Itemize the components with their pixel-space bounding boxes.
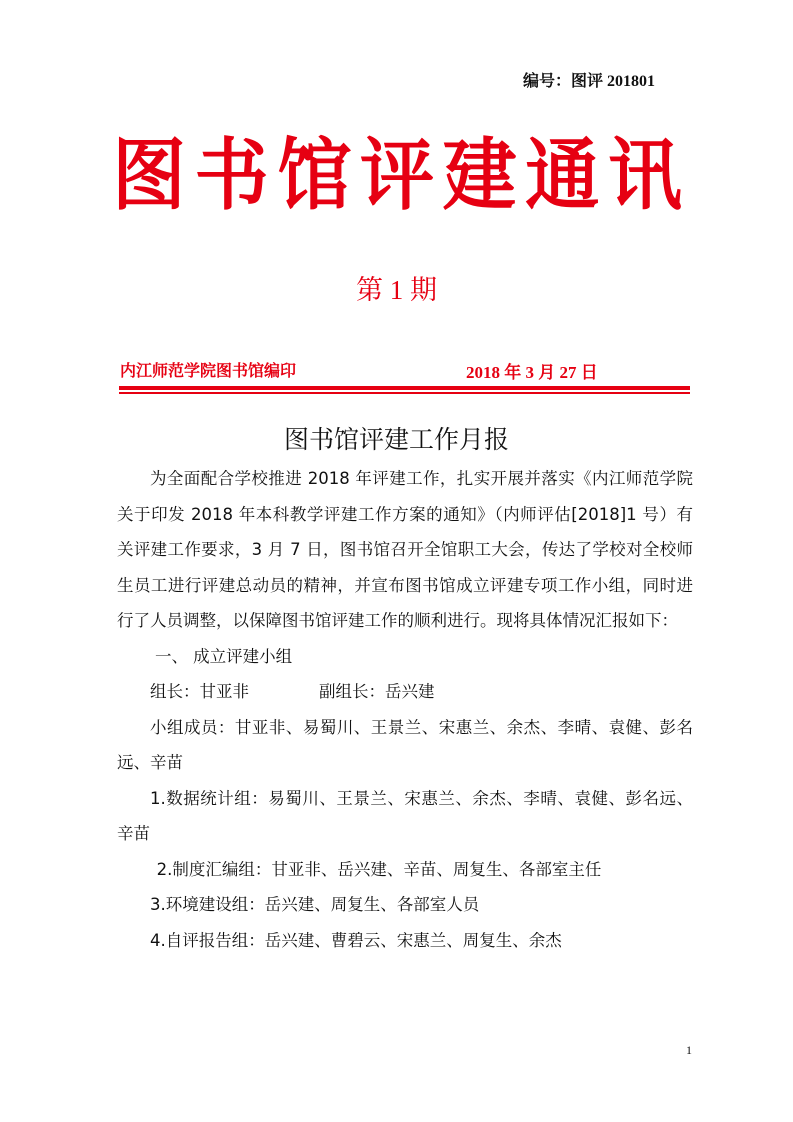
header-divider-thick	[119, 386, 690, 390]
masthead-char: 馆	[277, 130, 352, 222]
intro-paragraph: 为全面配合学校推进 2018 年评建工作，扎实开展并落实《内江师范学院关于印发 2018 年本科教学评建工作方案的通知》（内师评估[2018]1 号）有关评建工作要求，3 月 7 日，图书馆召开全馆职工大会，传达了学校对全校师生员工进行评建总动员的精神，并宣布图书馆成立评建专项工作小组，同时进行了人员调整，以保障图书馆评建工作的顺利进行。现将具体情况汇报如下：	[117, 469, 693, 630]
masthead-char: 评	[359, 130, 434, 222]
masthead-char: 通	[525, 130, 600, 222]
masthead-title	[112, 128, 682, 224]
page-number: 1	[686, 1043, 692, 1057]
issue-number: 第 1 期	[356, 275, 437, 305]
masthead-char: 书	[194, 130, 269, 222]
header-divider-thin	[119, 392, 690, 394]
serial-number: 编号：图评 201801	[523, 73, 656, 90]
leaders-line	[117, 674, 693, 710]
masthead-char: 图	[112, 130, 186, 222]
masthead-char: 建	[442, 130, 517, 222]
publish-date: 2018 年 3 月 27 日	[466, 363, 598, 382]
group-self-assessment: 4.自评报告组：岳兴建、曹碧云、宋惠兰、周复生、余杰	[150, 930, 562, 950]
article-body	[117, 461, 693, 958]
group-regulations: 2.制度汇编组：甘亚非、岳兴建、辛苗、周复生、各部室主任	[156, 859, 602, 879]
group-environment: 3.环境建设组：岳兴建、周复生、各部室人员	[150, 895, 480, 914]
leader: 组长：甘亚非	[150, 682, 249, 701]
group-data-statistics: 1.数据统计组：易蜀川、王景兰、宋惠兰、余杰、李晴、袁健、彭名远、辛苗	[117, 788, 693, 843]
publisher: 内江师范学院图书馆编印	[120, 361, 297, 380]
section-heading: 一、 成立评建小组	[154, 646, 293, 666]
masthead-char: 讯	[607, 130, 682, 222]
deputy-leader: 副组长：岳兴建	[319, 682, 435, 701]
members-line: 小组成员：甘亚非、易蜀川、王景兰、宋惠兰、余杰、李晴、袁健、彭名远、辛苗	[117, 717, 693, 772]
article-title: 图书馆评建工作月报	[283, 425, 509, 454]
